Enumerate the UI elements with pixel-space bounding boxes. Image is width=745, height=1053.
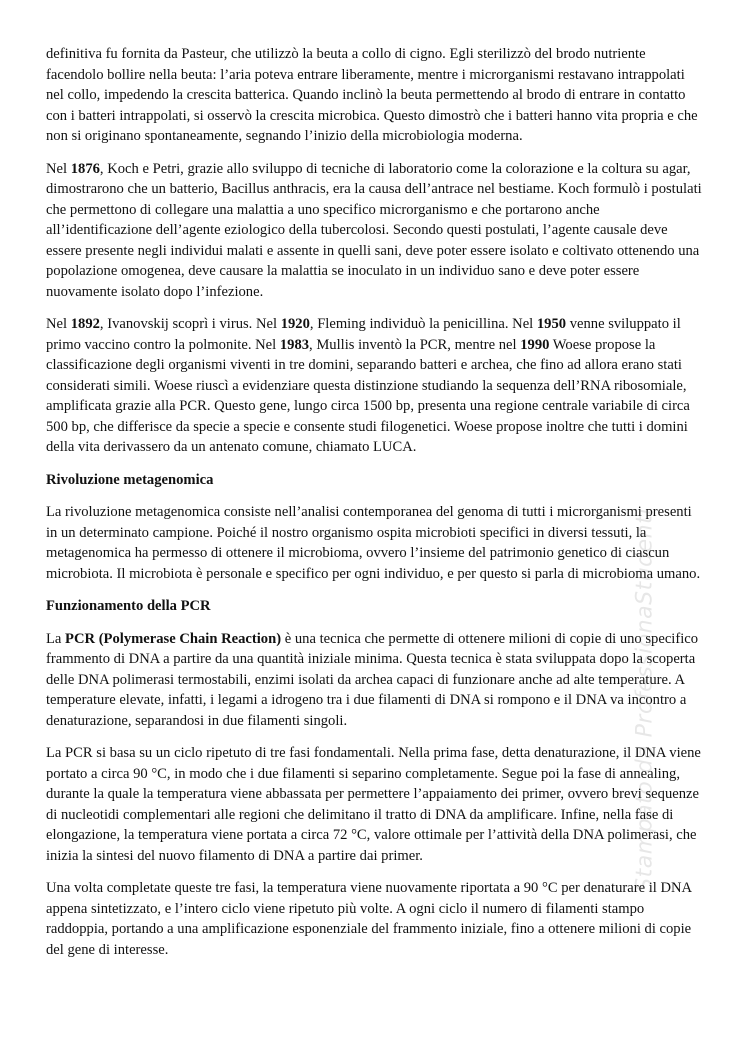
- year-1920: 1920: [280, 316, 310, 332]
- heading-rivoluzione-metagenomica: Rivoluzione metagenomica: [46, 471, 214, 488]
- year-1892: 1892: [70, 316, 100, 332]
- paragraph-pcr-phases: [46, 743, 706, 866]
- text-segment: Nel: [46, 316, 71, 332]
- paragraph-koch: [46, 159, 706, 303]
- paragraph-pcr-cycles: [46, 878, 706, 960]
- text-segment: Woese propose la classificazione degli organismi viventi in tre domini, separando batteri e archea, che fino ad allora erano stati considerati simili. Woese riuscì a evidenziare questa distinzione studiando la sequenza dell’RNA ribosomiale, amplificata grazie alla PCR. Questo gene, lungo circa 1500 bp, presenta una regione centrale variabile di circa 500 bp, che differisce da specie a specie e consente studi filogenetici. Woese propose inoltre che tutti i domini della vita derivassero da un antenato comune, chiamato LUCA.: [46, 336, 690, 455]
- text-segment: La PCR si basa su un ciclo ripetuto di tre fasi fondamentali. Nella prima fase, detta denaturazione, il DNA viene portato a circa 90 °C, in modo che i due filamenti si separino completamente. Segue poi la fase di annealing, durante la quale la temperatura viene abbassata per permettere l’appaiamento dei primer, ovvero brevi sequenze di nucleotidi complementari alle regioni che delimitano il tratto di DNA da amplificare. Infine, nella fase di elongazione, la temperatura viene portata a circa 72 °C, valore ottimale per l’attività della DNA polimerasi, che inizia la sintesi del nuovo filamento di DNA a partire dai primer.: [46, 745, 701, 864]
- text-segment: venne sviluppato il primo vaccino contro la polmonite. Nel: [46, 316, 681, 353]
- watermark: Stampato da ProfessionaStudenti: [632, 508, 658, 892]
- year-1990: 1990: [520, 336, 550, 353]
- text-segment: , Ivanovskij scoprì i virus. Nel: [99, 316, 281, 332]
- text-segment: , Mullis inventò la PCR, mentre nel: [309, 336, 521, 353]
- paragraph-metagenomica: [46, 502, 706, 584]
- year-1950: 1950: [536, 316, 567, 332]
- paragraph-timeline: [46, 314, 706, 458]
- text-segment: , Fleming individuò la penicillina. Nel: [309, 316, 537, 332]
- document-page: [46, 44, 706, 972]
- text-segment: La rivoluzione metagenomica consiste nell’analisi contemporanea del genoma di tutti i microrganismi presenti in un determinato campione. Poiché il nostro organismo ospita microbioti specifici in diversi tessuti, la metagenomica ha permesso di ottenere il microbioma, ovvero l’insieme del patrimonio genetico di ciascun microbiota. Il microbiota è personale e specifico per ogni individuo, e per questo si parla di microbioma umano.: [46, 504, 701, 582]
- text-segment: è una tecnica che permette di ottenere milioni di copie di uno specifico frammento di DNA a partire da una quantità iniziale minima. Questa tecnica è stata sviluppata dopo la scoperta delle DNA polimerasi termostabili, enzimi isolati da archea capaci di funzionare anche ad alte temperature. A temperature elevate, infatti, i legami a idrogeno tra i due filamenti di DNA si rompono e il DNA va incontro a denaturazione, separandosi in due filamenti singoli.: [46, 630, 699, 729]
- text-segment: , Koch e Petri, grazie allo sviluppo di tecniche di laboratorio come la colorazione e la coltura su agar, dimostrarono che un batterio, Bacillus anthracis, era la causa dell’antrace nel bestiame. Koch formulò i postulati che permettono di collegare una malattia a uno specifico microrganismo e che portarono anche all’identificazione dell’agente eziologico della tubercolosi. Secondo questi postulati, l’agente causale deve essere presente negli individui malati e assente in quelli sani, deve poter essere isolato e coltivato ottenendo una popolazione omogenea, deve causare la malattia se inoculato in un individuo sano e deve poter essere nuovamente isolato dopo l’infezione.: [46, 160, 702, 300]
- text-segment: Una volta completate queste tre fasi, la temperatura viene nuovamente riportata a 90 °C per denaturare il DNA appena sintetizzato, e l’intero ciclo viene ripetuto più volte. A ogni ciclo il numero di filamenti stampo raddoppia, portando a una amplificazione esponenziale del frammento iniziale, fino a ottenere milioni di copie del gene di interesse.: [46, 880, 692, 958]
- heading-funzionamento-pcr: Funzionamento della PCR: [46, 598, 211, 614]
- text-segment: Nel: [46, 160, 71, 177]
- year-1876: 1876: [70, 160, 100, 177]
- text-segment: La: [46, 630, 66, 647]
- text-segment: definitiva fu fornita da Pasteur, che utilizzò la beuta a collo di cigno. Egli sterilizzò del brodo nutriente facendolo bollire nella beuta: l’aria poteva entrare liberamente, mentre i microrganismi restavano intrappolati nel collo, impedendo la crescita batterica. Quando inclinò la beuta permettendo al brodo di entrare in contatto con i batteri intrappolati, si osservò la crescita microbica. Questo dimostrò che i batteri hanno vita propria e che non si originano spontaneamente, segnando l’inizio della microbiologia moderna.: [46, 46, 698, 144]
- paragraph-pasteur: [46, 44, 706, 147]
- year-1983: 1983: [279, 336, 310, 353]
- paragraph-pcr-intro: [46, 629, 706, 732]
- term-pcr: PCR (Polymerase Chain Reaction): [65, 630, 282, 647]
